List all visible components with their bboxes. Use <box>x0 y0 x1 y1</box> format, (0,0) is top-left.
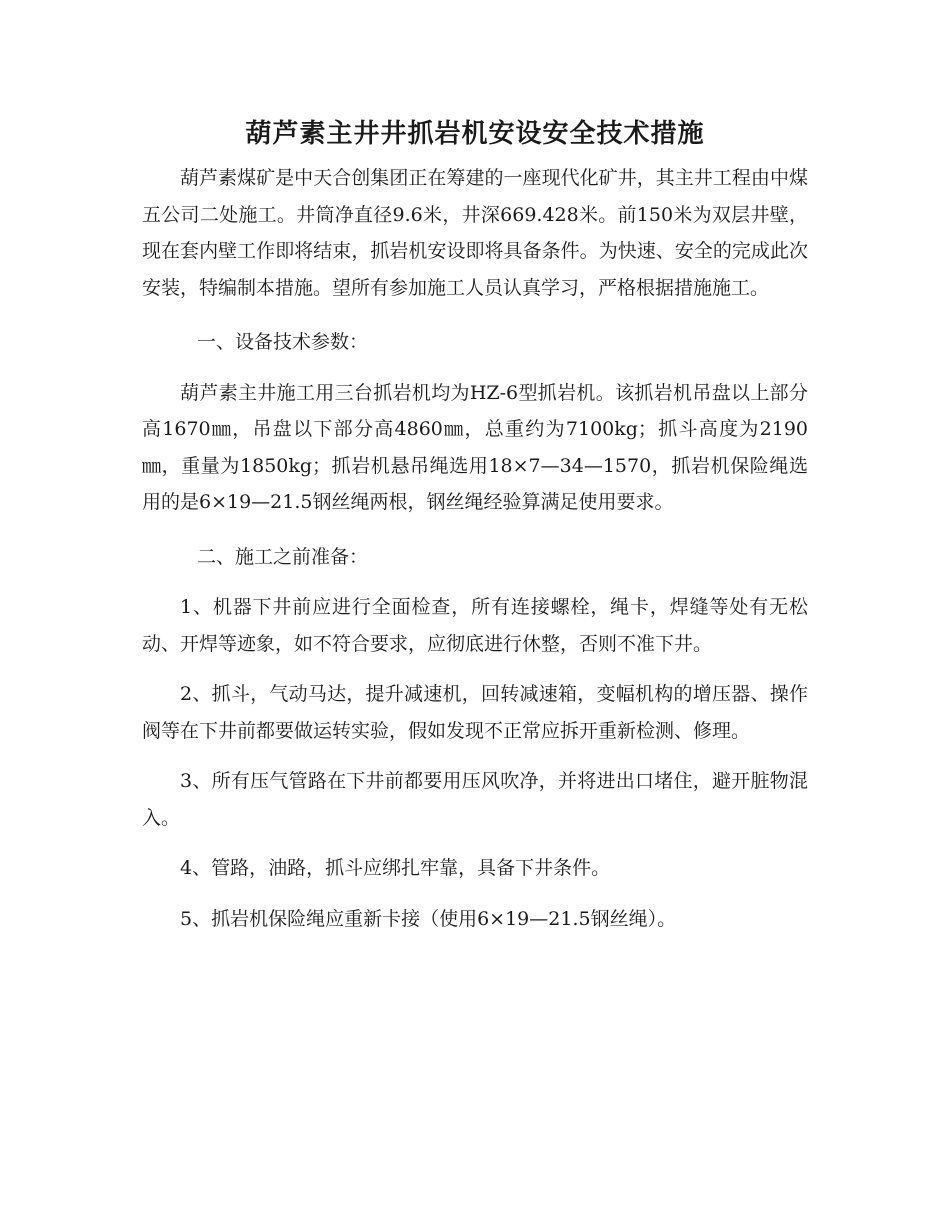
document-title: 葫芦素主井井抓岩机安设安全技术措施 <box>245 119 705 149</box>
spacer <box>142 662 808 676</box>
spacer <box>142 887 808 901</box>
document-body <box>142 108 808 937</box>
spacer <box>142 521 808 539</box>
spacer <box>142 575 808 589</box>
section-heading-preparation: 二、施工之前准备： <box>197 545 369 568</box>
preparation-item-2: 2、抓斗，气动马达，提升减速机，回转减速箱，变幅机构的增压器、操作阀等在下井前都要做运转实验，假如发现不正常应拆开重新检测、修理。 <box>142 683 808 742</box>
spacer <box>142 749 808 763</box>
preparation-item-5: 5、抓岩机保险绳应重新卡接（使用6×19—21.5钢丝绳）。 <box>180 907 677 930</box>
preparation-item-1: 1、机器下井前应进行全面检查，所有连接螺栓，绳卡，焊缝等处有无松动、开焊等迹象，如不符合要求，应彻底进行休整，否则不准下井。 <box>142 596 808 655</box>
intro-paragraph: 葫芦素煤矿是中天合创集团正在筹建的一座现代化矿井，其主井工程由中煤五公司二处施工。井筒净直径9.6米，井深669.428米。前150米为双层井壁，现在套内壁工作即将结束，抓岩机安设即将具备条件。为快速、安全的完成此次安装，特编制本措施。望所有参加施工人员认真学习，严格根据措施施工。 <box>142 167 808 299</box>
spacer <box>142 306 808 324</box>
preparation-item-3: 3、所有压气管路在下井前都要用压风吹净，并将进出口堵住，避开脏物混入。 <box>142 770 808 829</box>
equipment-parameters-paragraph: 葫芦素主井施工用三台抓岩机均为HZ-6型抓岩机。该抓岩机吊盘以上部分高1670㎜，吊盘以下部分高4860㎜，总重约为7100kg；抓斗高度为2190㎜，重量为1850kg；抓岩机悬吊绳选用18×7—34—1570，抓岩机保险绳选用的是6×19—21.5钢丝绳两根，钢丝绳经验算满足使用要求。 <box>142 381 808 513</box>
spacer <box>142 836 808 850</box>
preparation-item-4: 4、管路，油路，抓斗应绑扎牢靠，具备下井条件。 <box>180 857 611 879</box>
section-heading-equipment-parameters: 一、设备技术参数： <box>197 331 369 353</box>
spacer <box>142 361 808 375</box>
